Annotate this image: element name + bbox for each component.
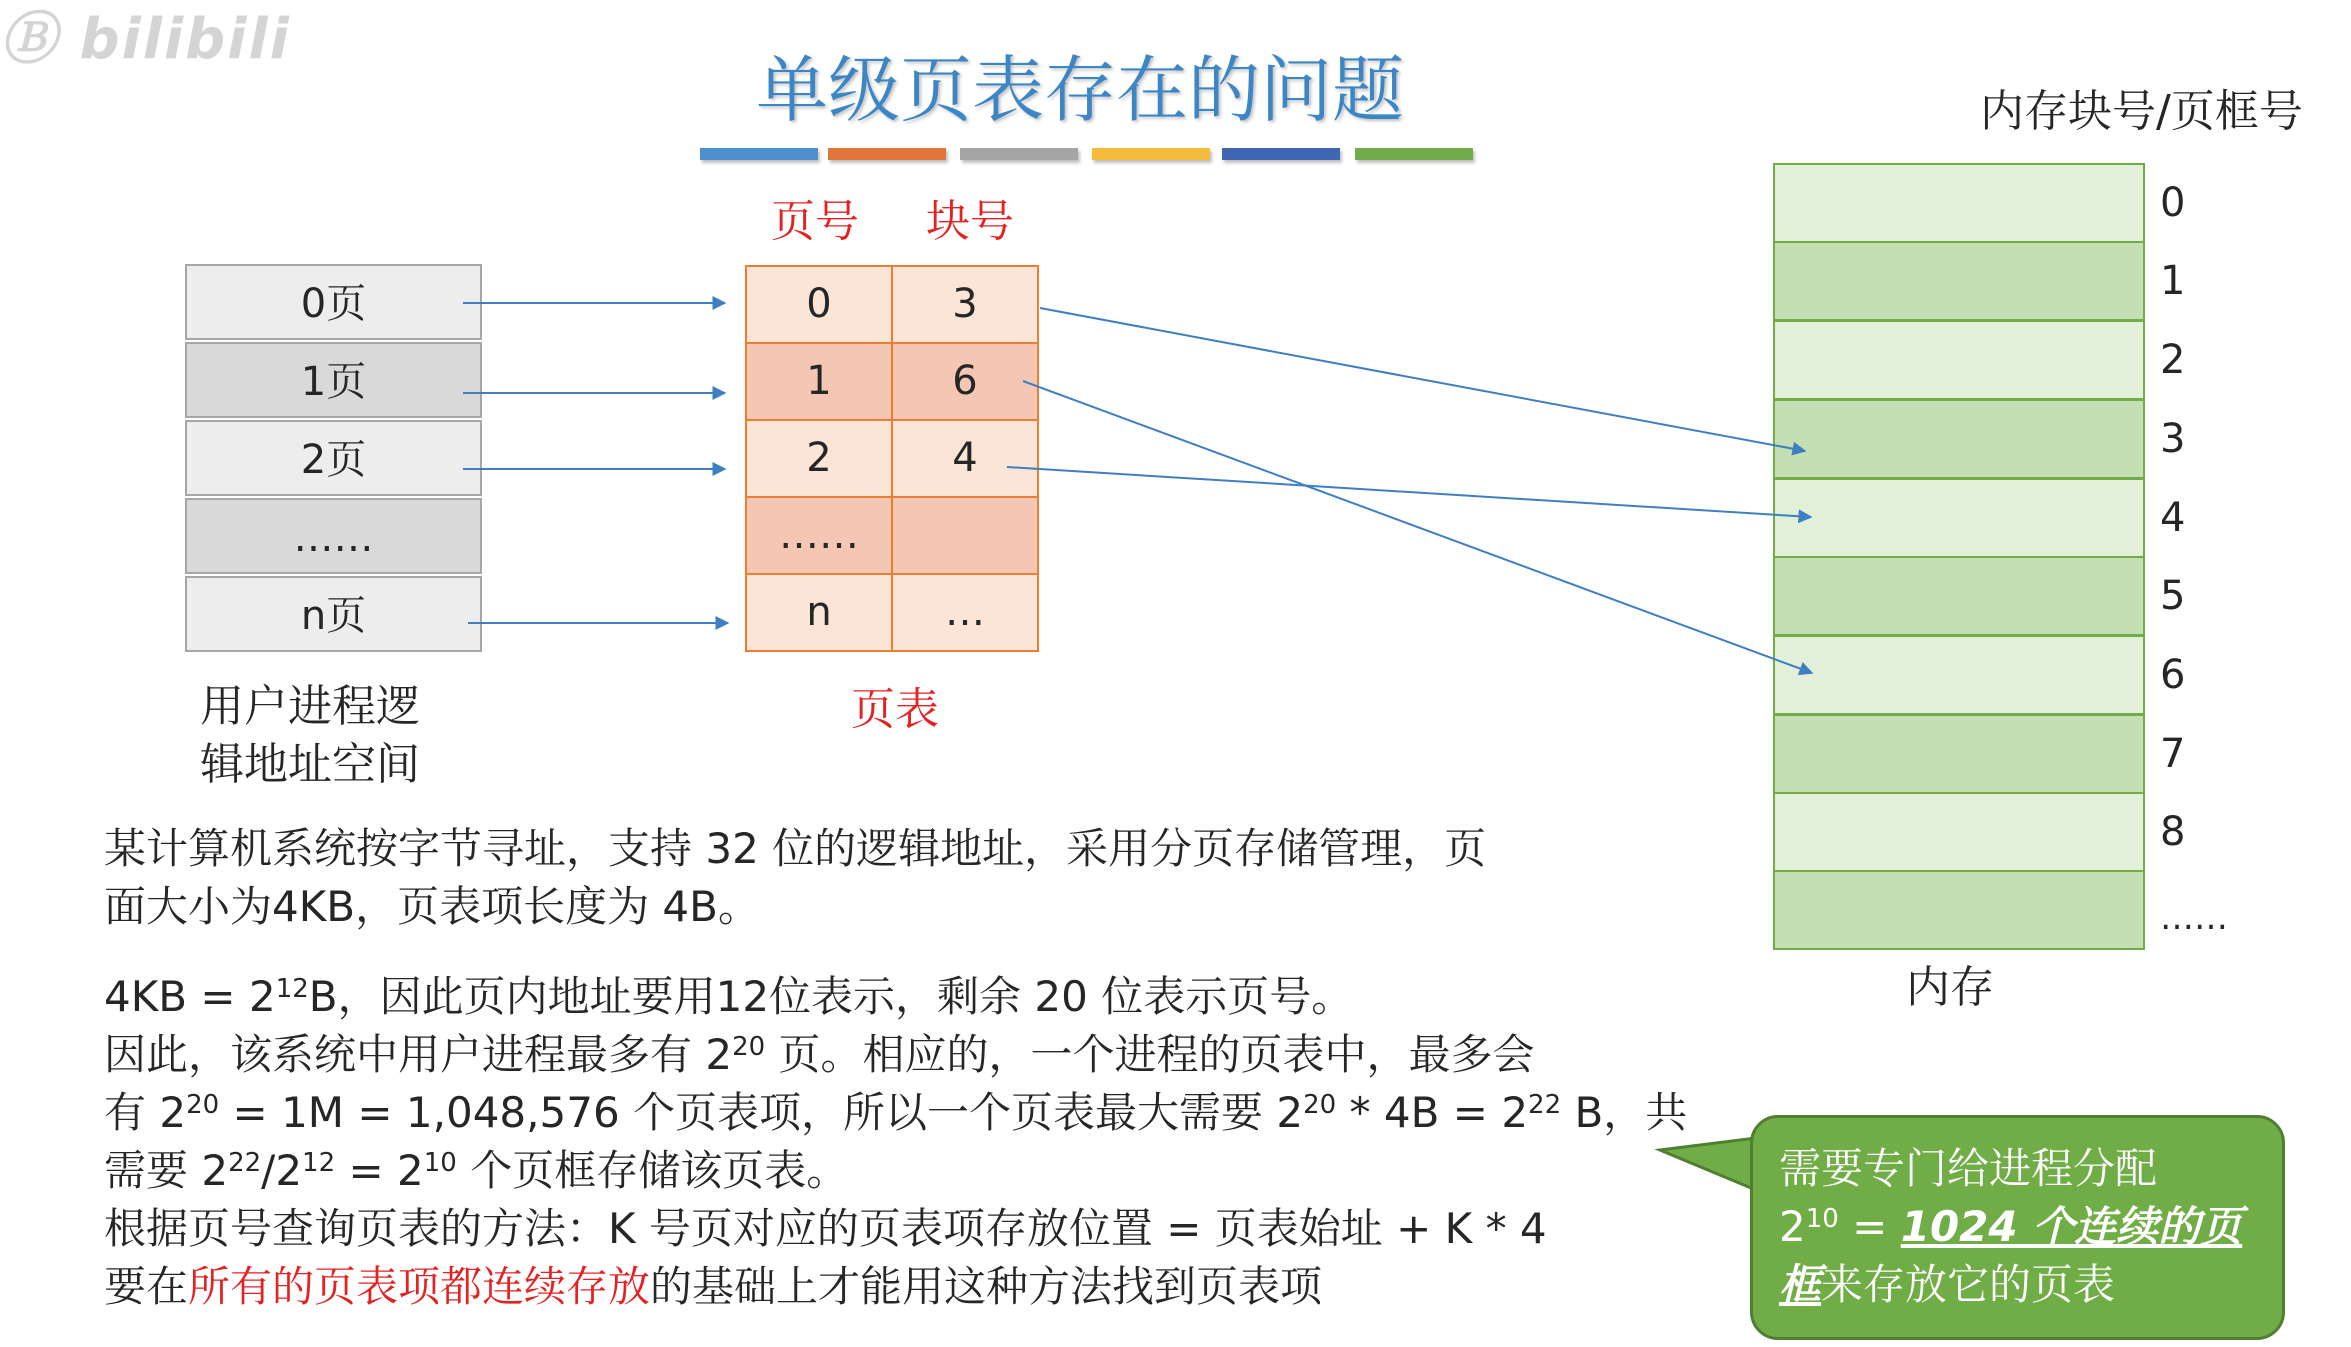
logical-space-label-line: 用户进程逻 xyxy=(200,681,420,732)
page-table-page-cell: 2 xyxy=(745,419,893,498)
logical-page-cell: 1页 xyxy=(185,342,482,418)
analysis-line: 要在所有的页表项都连续存放的基础上才能用这种方法找到页表项 xyxy=(104,1262,1323,1311)
watermark: Ⓑ bilibili xyxy=(0,7,291,72)
memory-frame-number: 2 xyxy=(2160,337,2186,383)
memory-frame-number: 6 xyxy=(2160,652,2186,698)
page-number-header: 页号 xyxy=(771,196,859,247)
callout-line: $2^{10} = 1024$ 个连续的页 xyxy=(1779,1202,2243,1251)
arrow-table2-to-frame4 xyxy=(1007,467,1811,517)
logical-page-cell: n页 xyxy=(185,576,482,652)
logical-page-cell: …… xyxy=(185,498,482,574)
page-table-page-cell: 0 xyxy=(745,265,893,344)
callout-line: 框来存放它的页表 xyxy=(1779,1260,2116,1309)
analysis-line: 需要 $2^{22}/2^{12} = 2^{10}$ 个页框存储该页表。 xyxy=(104,1146,849,1195)
problem-line: 某计算机系统按字节寻址，支持 32 位的逻辑地址，采用分页存储管理，页 xyxy=(104,824,1487,873)
highlight-text: 所有的页表项都连续存放 xyxy=(188,1262,651,1311)
page-table-frame-cell: 6 xyxy=(891,342,1039,421)
page-table-frame-cell: 4 xyxy=(891,419,1039,498)
page-table-frame-cell: 3 xyxy=(891,265,1039,344)
arrow-table1-to-frame6 xyxy=(1023,381,1812,673)
logical-space-label-line: 辑地址空间 xyxy=(200,739,420,790)
page-title: 单级页表存在的问题 xyxy=(755,48,1404,132)
memory-frame-number: 8 xyxy=(2160,809,2186,855)
memory-frame-header: 内存块号/页框号 xyxy=(1980,86,2303,137)
page-table-page-cell: …… xyxy=(745,496,893,575)
memory-frame-number: 7 xyxy=(2160,731,2186,777)
problem-statement xyxy=(104,820,1764,936)
logical-page-cell: 2页 xyxy=(185,420,482,496)
analysis-line: 有 $2^{20} = 1M = 1,048,576$ 个页表项，所以一个页表最大需要 $2^{20} * 4B = 2^{22}$ B，共 xyxy=(104,1088,1688,1137)
memory-frame-number: 4 xyxy=(2160,495,2186,541)
memory-frame-number: 0 xyxy=(2160,180,2186,226)
analysis-line: 因此，该系统中用户进程最多有 $2^{20}$ 页。相应的，一个进程的页表中，最多会 xyxy=(104,1030,1535,1079)
callout-line: 需要专门给进程分配 xyxy=(1779,1144,2158,1193)
analysis-line: $4KB = 2^{12}B$，因此页内地址要用12位表示，剩余 20 位表示页号。 xyxy=(104,972,1354,1021)
memory-frame-number: 3 xyxy=(2160,416,2186,462)
page-table-label: 页表 xyxy=(851,684,939,735)
analysis-line: 根据页号查询页表的方法：K 号页对应的页表项存放位置 = 页表始址 + K * 4 xyxy=(104,1204,1547,1253)
analysis-text xyxy=(104,968,1764,1316)
page-table-frame-cell: … xyxy=(891,573,1039,652)
logical-page-cell: 0页 xyxy=(185,264,482,340)
memory-frame-number: 5 xyxy=(2160,573,2186,619)
callout-box xyxy=(1750,1115,2285,1340)
page-table-page-cell: n xyxy=(745,573,893,652)
memory-label: 内存 xyxy=(1906,962,1994,1013)
problem-line: 面大小为4KB，页表项长度为 4B。 xyxy=(104,882,760,931)
memory-frame-number: 1 xyxy=(2160,258,2186,304)
memory-frame-number: …… xyxy=(2160,898,2228,938)
frame-number-header: 块号 xyxy=(926,196,1014,247)
page-table-page-cell: 1 xyxy=(745,342,893,421)
